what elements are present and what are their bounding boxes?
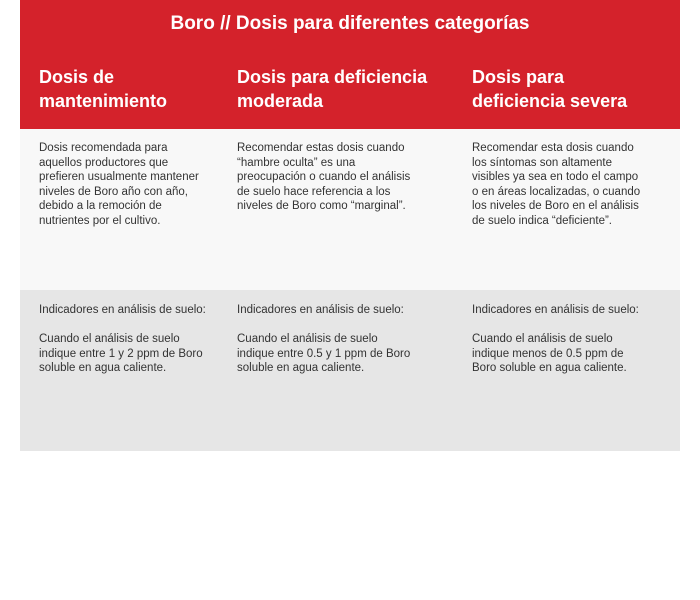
cell-text: Cuando el análisis de suelo indique entre 0.5 y 1 ppm de Boro soluble en agua caliente. <box>237 333 411 374</box>
column-header-maintenance: Dosis de mantenimiento <box>39 67 168 111</box>
table-header <box>20 0 680 129</box>
table-row <box>20 129 680 290</box>
cell-label: Indicadores en análisis de suelo: <box>472 304 639 316</box>
cell-text: Cuando el análisis de suelo indique menos de 0.5 ppm de Boro soluble en agua caliente. <box>472 333 627 374</box>
table-title: Boro // Dosis para diferentes categorías <box>170 13 530 34</box>
column-header-moderate: Dosis para deficiencia moderada <box>237 67 428 111</box>
table-cell <box>39 303 211 376</box>
table-cell <box>472 303 647 376</box>
dosage-table <box>20 0 680 451</box>
table-cell: Recomendar estas dosis cuando “hambre oculta” es una preocupación o cuando el análisis de suelo hace referencia a los niveles de Boro como “marginal”. <box>237 142 411 212</box>
table-cell: Dosis recomendada para aquellos productores que prefieren usualmente mantener niveles de Boro año con año, debido a la remoción de nutrientes por el cultivo. <box>39 142 199 227</box>
table-cell <box>237 303 412 376</box>
cell-label: Indicadores en análisis de suelo: <box>237 304 404 316</box>
table-cell: Recomendar esta dosis cuando los síntomas son altamente visibles ya sea en todo el campo o en áreas localizadas, o cuando los niveles de Boro en el análisis de suelo indica “deficiente”. <box>472 142 641 227</box>
table-row <box>20 290 680 451</box>
cell-label: Indicadores en análisis de suelo: <box>39 304 206 316</box>
column-header-severe: Dosis para deficiencia severa <box>472 67 628 111</box>
cell-text: Cuando el análisis de suelo indique entre 1 y 2 ppm de Boro soluble en agua caliente. <box>39 333 203 374</box>
